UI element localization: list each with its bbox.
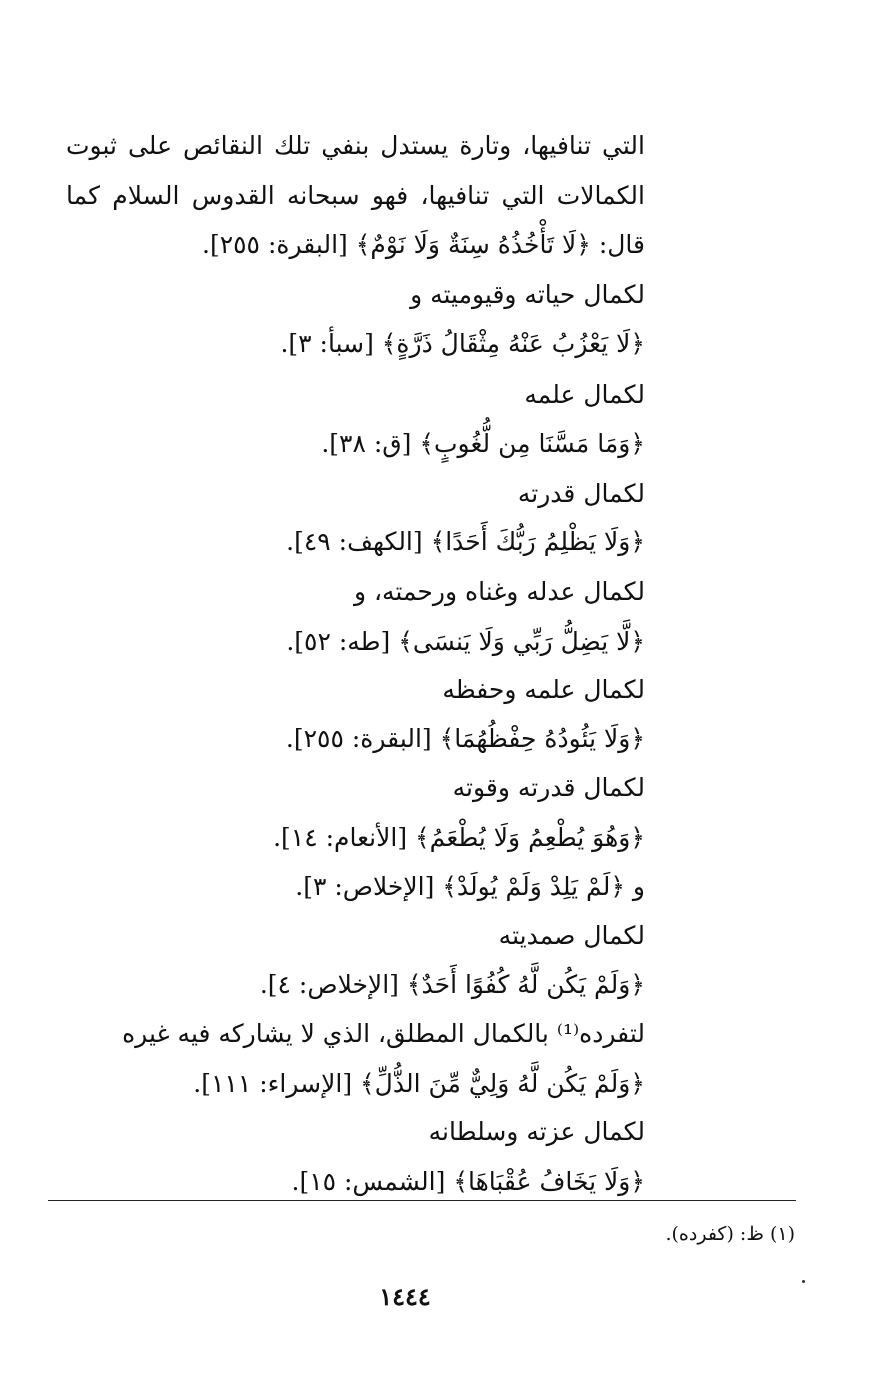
body-line-12: لكمال علمه وحفظه (442, 675, 645, 704)
body-line-21: لكمال عزته وسلطانه (428, 1117, 645, 1146)
quran-verse-saba: ﴿لَا يَعْزُبُ عَنْهُ مِثْقَالُ ذَرَّةٍ﴾ [سبأ: ٣]. (280, 329, 645, 358)
body-line-19: لتفرده⁽¹⁾ بالكمال المطلق، الذي لا يشاركه فيه غيره (122, 1019, 645, 1048)
body-line-1: التي تنافيها، وتارة يستدل بنفي تلك النقائص على ثبوت (66, 131, 645, 160)
body-line-4: لكمال حياته وقيوميته و (410, 280, 645, 309)
body-line-10: لكمال عدله وغناه ورحمته، و (353, 577, 645, 606)
quran-verse-ikhlas-3: و ﴿لَمْ يَلِدْ وَلَمْ يُولَدْ﴾ [الإخلاص: ٣]. (295, 872, 645, 901)
quran-verse-taha: ﴿لَّا يَضِلُّ رَبِّي وَلَا يَنسَى﴾ [طه: ٥٢]. (286, 627, 645, 656)
body-line-17: لكمال صمديته (498, 921, 645, 950)
footnote-separator (48, 1200, 796, 1201)
body-line-2: الكمالات التي تنافيها، فهو سبحانه القدوس السلام كما (66, 181, 645, 210)
quran-verse-shams: ﴿وَلَا يَخَافُ عُقْبَاهَا﴾ [الشمس: ١٥]. (291, 1167, 645, 1196)
footnote: (١) ظ: (كفرده). (665, 1223, 795, 1245)
page-number: ١٤٤٤ (379, 1282, 431, 1311)
body-line-8: لكمال قدرته (517, 479, 645, 508)
quran-verse-anam: ﴿وَهُوَ يُطْعِمُ وَلَا يُطْعَمُ﴾ [الأنعام: ١٤]. (273, 823, 645, 852)
body-line-14: لكمال قدرته وقوته (452, 773, 645, 802)
quran-verse-qaf: ﴿وَمَا مَسَّنَا مِن لُّغُوبٍ﴾ [ق: ٣٨]. (321, 429, 645, 458)
body-line-3: قال: ﴿لَا تَأْخُذُهُ سِنَةٌ وَلَا نَوْمٌ﴾ [البقرة: ٢٥٥]. (202, 230, 645, 259)
quran-verse-isra: ﴿وَلَمْ يَكُن لَّهُ وَلِيٌّ مِّنَ الذُّلِّ﴾ [الإسراء: ١١١]. (193, 1069, 645, 1098)
body-line-6: لكمال علمه (524, 380, 645, 409)
quran-verse-ikhlas-4: ﴿وَلَمْ يَكُن لَّهُ كُفُوًا أَحَدٌ﴾ [الإخلاص: ٤]. (259, 970, 645, 999)
quran-verse-baqara-255b: ﴿وَلَا يَئُودُهُ حِفْظُهُمَا﴾ [البقرة: ٢٥٥]. (285, 724, 645, 753)
quran-verse-kahf: ﴿وَلَا يَظْلِمُ رَبُّكَ أَحَدًا﴾ [الكهف: ٤٩]. (286, 527, 645, 556)
